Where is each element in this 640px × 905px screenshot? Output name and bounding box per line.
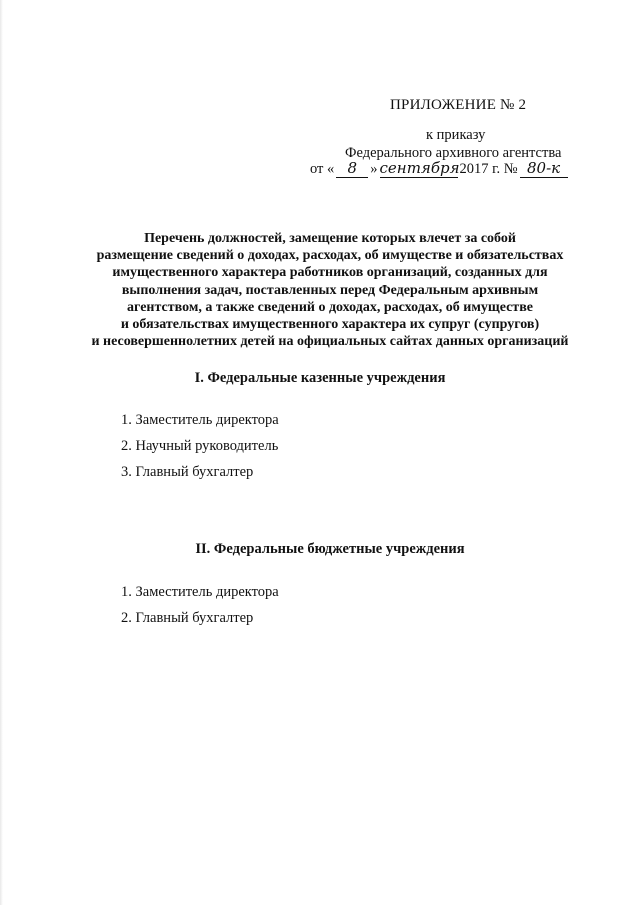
title-line: выполнения задач, поставленных перед Федеральным архивным	[121, 282, 539, 298]
handwritten-day: 8	[336, 160, 368, 178]
list-item: 1. Заместитель директора	[121, 584, 279, 600]
position-list-kazennye	[121, 412, 279, 490]
document-title	[40, 230, 620, 350]
date-prefix: от «	[310, 161, 335, 177]
title-line: размещение сведений о доходах, расходах, об имуществе и обязательствах	[96, 248, 564, 264]
list-item: 2. Научный руководитель	[121, 438, 279, 454]
year-text: 2017 г. №	[459, 161, 518, 177]
title-line: и обязательствах имущественного характера их супруг (супругов)	[120, 317, 540, 333]
date-mid: »	[370, 161, 378, 177]
title-line: Перечень должностей, замещение которых влечет за собой	[144, 231, 516, 246]
appendix-title: ПРИЛОЖЕНИЕ № 2	[390, 97, 527, 113]
section-title-kazennye: I. Федеральные казенные учреждения	[194, 370, 446, 386]
handwritten-order-number: 80-к	[520, 160, 568, 178]
list-item: 3. Главный бухгалтер	[121, 464, 254, 480]
list-item: 2. Главный бухгалтер	[121, 610, 254, 626]
order-date-line	[308, 160, 568, 178]
title-line: и несовершеннолетних детей на официальных сайтах данных организаций	[91, 334, 569, 350]
position-list-byudzhetnye	[121, 584, 279, 636]
agency-name: Федерального архивного агентства	[345, 145, 562, 161]
section-title-byudzhetnye: II. Федеральные бюджетные учреждения	[195, 541, 465, 557]
title-line: имущественного характера работников организаций, созданных для	[112, 265, 548, 281]
title-line: агентством, а также сведений о доходах, расходах, об имуществе	[127, 299, 533, 315]
handwritten-month: сентября	[379, 159, 460, 177]
list-item: 1. Заместитель директора	[121, 412, 279, 428]
to-order-label: к приказу	[426, 127, 486, 143]
